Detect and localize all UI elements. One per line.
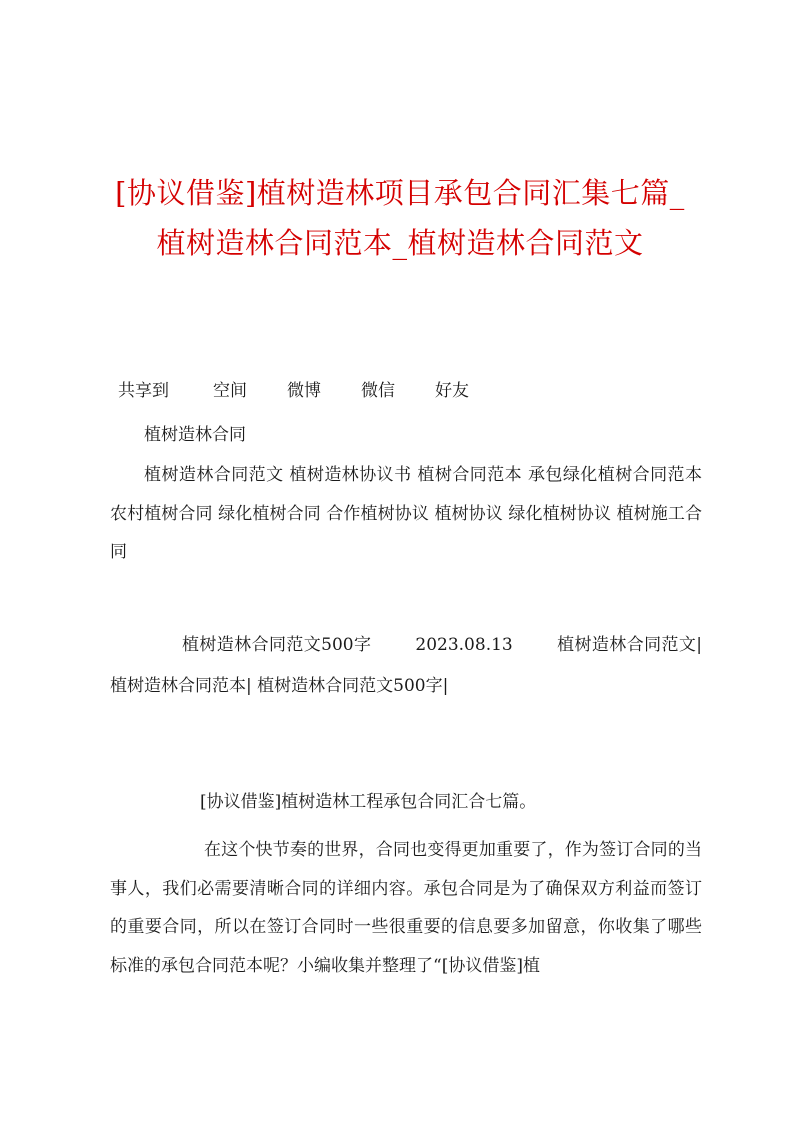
category-label: 植树造林合同 — [144, 425, 246, 445]
title-line-2: 植树造林合同范本_植树造林合同范文 — [156, 226, 644, 260]
share-wechat-link[interactable]: 微信 — [361, 381, 395, 401]
intro-line: [协议借鉴]植树造林工程承包合同汇合七篇。 — [200, 792, 537, 812]
share-label: 共享到 — [118, 381, 169, 401]
share-weibo-link[interactable]: 微博 — [287, 381, 321, 401]
article-title: 植树造林合同范文500字 — [182, 635, 372, 655]
breadcrumb: 植树造林合同范文| 植树造林合同范本| 植树造林合同范文500字| — [110, 635, 702, 696]
tag-list: 植树造林合同范文 植树造林协议书 植树合同范本 承包绿化植树合同范本 农村植树合同 绿化植树合同 合作植树协议 植树协议 绿化植树协议 植树施工合同 — [110, 465, 702, 562]
article-date: 2023.08.13 — [415, 635, 513, 655]
document-title — [100, 168, 700, 268]
share-bar — [118, 377, 509, 405]
body-paragraph: 在这个快节奏的世界，合同也变得更加重要了，作为签订合同的当事人，我们必需要清晰合同的详细内容。承包合同是为了确保双方利益而签订的重要合同，所以在签订合同时一些很重要的信息要多加留意，你收集了哪些标准的承包合同范本呢？小编收集并整理了“[协议借鉴]植 — [110, 840, 702, 976]
title-line-1: [协议借鉴]植树造林项目承包合同汇集七篇_ — [115, 176, 685, 210]
article-meta — [110, 625, 702, 707]
share-qzone-link[interactable]: 空间 — [213, 381, 247, 401]
share-friends-link[interactable]: 好友 — [435, 381, 469, 401]
